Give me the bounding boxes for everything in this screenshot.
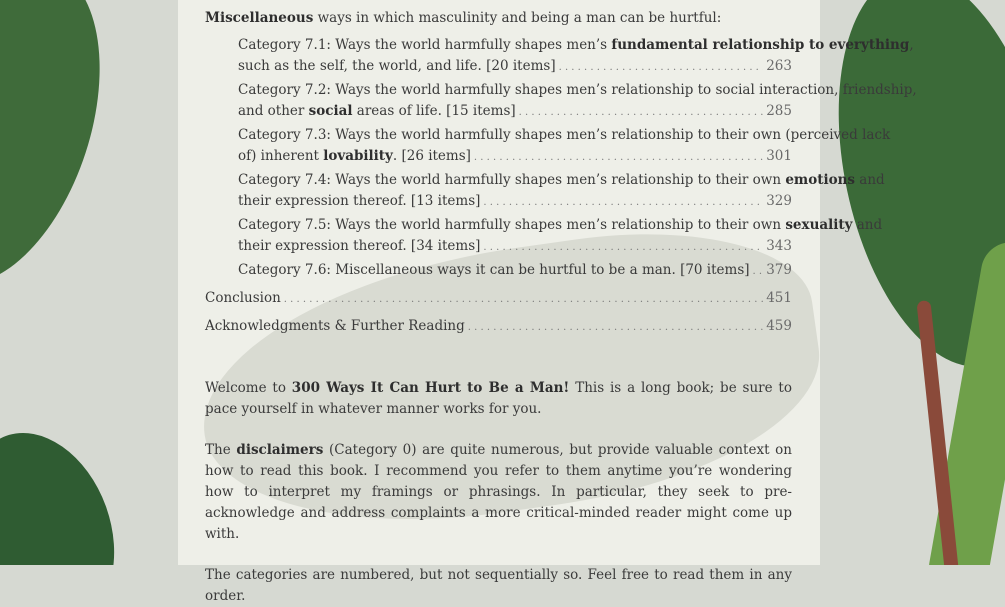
categories-paragraph: The categories are numbered, but not sequentially so. Feel free to read them in any order.: [205, 567, 792, 604]
toc-page-number: 285: [766, 103, 792, 119]
category-list: [205, 35, 917, 258]
leader-dots: [284, 289, 763, 310]
leader-dots: [753, 261, 764, 282]
toc-entry-category[interactable]: [238, 170, 885, 213]
toc-page-number: 451: [766, 290, 792, 306]
toc-entry-line2: their expression thereof. [34 items] . . . 343: [238, 236, 792, 258]
toc-page-number: 329: [766, 193, 792, 209]
toc-entry-acknowledgments[interactable]: [205, 316, 792, 338]
disclaimers-paragraph: The disclaimers (Category 0) are quite numerous, but provide valuable context on how to read this book. I recommend you refer to them anytime you’re wondering how to interpret my framings or phrasings. In particular, they seek to pre-acknowledge and address complaints a more critical-minded reader might come up with.: [205, 442, 792, 542]
toc-entry-category[interactable]: [238, 125, 891, 168]
toc-entry-line1: Category 7.2: Ways the world harmfully shapes men’s relationship to social interaction, friendship,: [238, 82, 917, 98]
toc-entry-category[interactable]: [238, 80, 917, 123]
toc-entry-line1: Category 7.1: Ways the world harmfully shapes men’s fundamental relationship to everything,: [238, 37, 914, 53]
toc-entry-category-7-6[interactable]: [238, 260, 792, 282]
leaf-bottom-left: [0, 412, 140, 565]
toc-entry-text: Category 7.6: Miscellaneous ways it can be hurtful to be a man. [70 items]: [238, 262, 750, 278]
misc-heading: [205, 8, 792, 29]
book-title: 300 Ways It Can Hurt to Be a Man!: [291, 380, 570, 396]
leader-dots: [519, 102, 764, 123]
misc-heading-rest: ways in which masculinity and being a man can be hurtful:: [313, 10, 722, 26]
toc-entry-text: Conclusion: [205, 290, 281, 306]
toc-entry-line2: such as the self, the world, and life. [20 items] . . . 263: [238, 56, 792, 78]
toc-page-number: 263: [766, 58, 792, 74]
welcome-paragraph: Welcome to 300 Ways It Can Hurt to Be a Man! This is a long book; be sure to pace yourself in whatever manner works for you.: [205, 380, 792, 417]
disclaimers-term: disclaimers: [236, 442, 324, 458]
toc-page-number: 343: [766, 238, 792, 254]
document-content: [205, 8, 917, 607]
toc-page-number: 379: [766, 262, 792, 278]
toc-entry-line2: their expression thereof. [13 items] . . . 329: [238, 191, 792, 213]
leaf-top-left: [0, 0, 137, 310]
toc-page-number: 459: [766, 318, 792, 334]
toc-page-number: 301: [766, 148, 792, 164]
leader-dots: [474, 147, 763, 168]
leader-dots: [483, 192, 763, 213]
toc-entry-conclusion[interactable]: [205, 288, 792, 310]
leader-dots: [468, 317, 763, 338]
toc-entry-line1: Category 7.4: Ways the world harmfully shapes men’s relationship to their own emotions and: [238, 172, 885, 188]
misc-heading-bold: Miscellaneous: [205, 10, 314, 26]
toc-entry-text: Acknowledgments & Further Reading: [205, 318, 465, 334]
toc-entry-category[interactable]: [238, 215, 883, 258]
toc-entry-category[interactable]: [238, 35, 914, 78]
toc-entry-line2: and other social areas of life. [15 items] . . . 285: [238, 101, 792, 123]
leader-dots: [483, 237, 763, 258]
toc-entry-line1: Category 7.5: Ways the world harmfully shapes men’s relationship to their own sexuality and: [238, 217, 883, 233]
leader-dots: [559, 57, 764, 78]
toc-entry-line2: of) inherent lovability. [26 items] . . . 301: [238, 146, 792, 168]
toc-entry-line1: Category 7.3: Ways the world harmfully shapes men’s relationship to their own (perceived lack: [238, 127, 891, 143]
